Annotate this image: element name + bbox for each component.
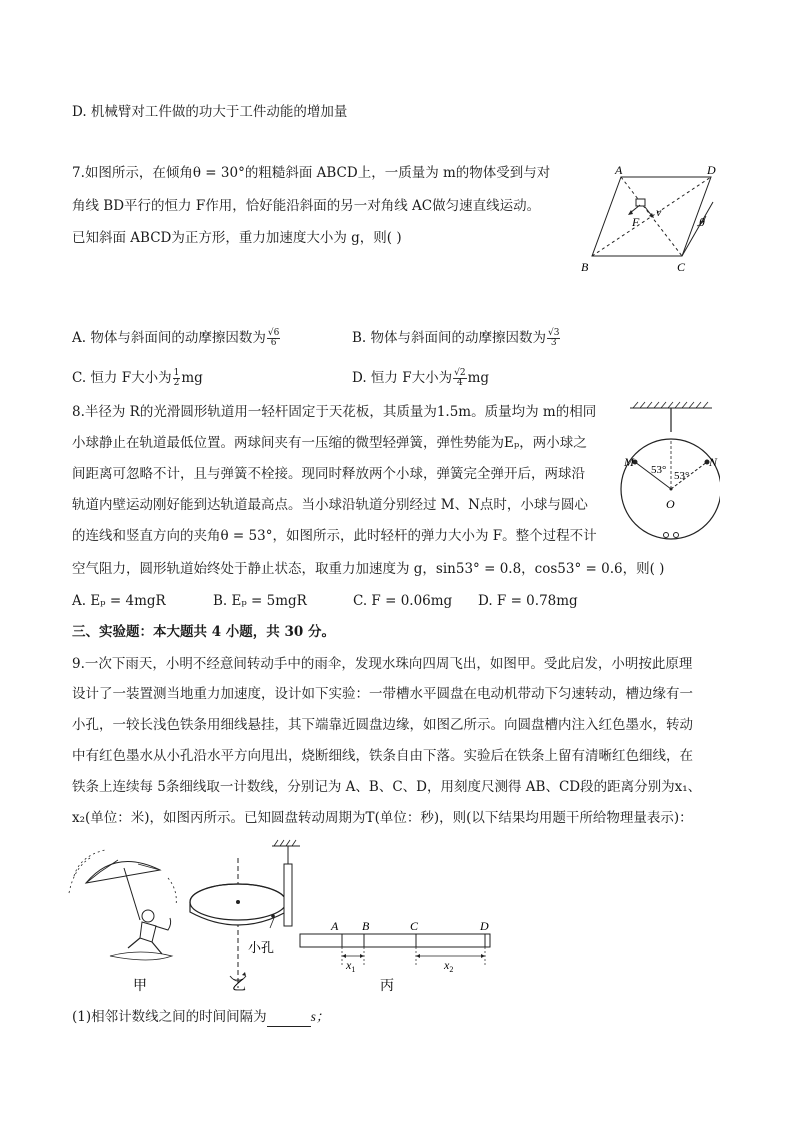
q7-stem-line3: 已知斜面 ABCD为正方形，重力加速度大小为 g，则( ) <box>72 230 402 246</box>
q8-ring-figure <box>620 400 720 550</box>
q9-stem-line2: 设计了一装置测当地重力加速度，设计如下实验：一带槽水平圆盘在电动机带动下匀速转动，槽边缘有一 <box>72 686 693 702</box>
label-d: D <box>707 163 716 177</box>
small-hole <box>271 914 275 918</box>
hole-label: 小孔 <box>248 940 275 955</box>
label-o: O <box>666 497 675 511</box>
umbrella-boy-illustration <box>69 850 176 960</box>
q9-experiment-figure <box>60 838 510 998</box>
answer-blank[interactable] <box>267 1014 311 1027</box>
q7-option-c: C. 恒力 F大小为 $\frac{1}{2}$ mg <box>72 368 203 388</box>
label-m: M <box>624 455 634 469</box>
q7-stem-line2: 角线 BD平行的恒力 F作用，恰好能沿斜面的另一对角线 AC做匀速直线运动。 <box>72 198 541 214</box>
section-heading: 三、实验题：本大题共 4 小题，共 30 分。 <box>72 624 335 640</box>
label-c: C <box>677 260 686 274</box>
q8-stem-line5: 的连线和竖直方向的夹角θ = 53°，如图所示，此时轻杆的弹力大小为 F。整个过程不计 <box>72 528 597 544</box>
q8-stem-line4: 轨道内壁运动刚好能到达轨道最高点。当小球沿轨道分别经过 M、N点时，小球与圆心 <box>72 497 588 513</box>
q8-option-c: C. F = 0.06mg <box>353 593 453 609</box>
label-x2: $x_2$ <box>444 958 454 974</box>
angle-left-label: 53° <box>651 464 667 476</box>
label-x1: $x_1$ <box>346 958 356 974</box>
ball-left <box>664 533 669 538</box>
caption-jia: 甲 <box>133 979 147 994</box>
q8-option-b: B. Eₚ = 5mgR <box>213 593 307 609</box>
ball-right <box>674 533 679 538</box>
rotating-disc-illustration <box>190 840 300 988</box>
q8-stem-line3: 间距离可忽略不计，且与弹簧不栓接。现同时释放两个小球，弹簧完全弹开后，两球沿 <box>72 466 585 482</box>
iron-strip <box>284 864 292 926</box>
label-b: B <box>581 260 589 274</box>
label-c: C <box>410 919 419 933</box>
q7-stem-line1: 7.如图所示，在倾角θ = 30°的粗糙斜面 ABCD上，一质量为 m的物体受到与对 <box>72 165 551 181</box>
label-f: F <box>632 215 640 229</box>
caption-yi: 乙 <box>232 979 246 994</box>
q8-option-a: A. Eₚ = 4mgR <box>72 593 166 609</box>
q7-option-d: D. 恒力 F大小为 $\frac{√2}{4}$ mg <box>352 368 490 388</box>
q8-stem-line1: 8.半径为 R的光滑圆形轨道用一轻杆固定于天花板，其质量为1.5m。质量均为 m的相同 <box>72 404 597 420</box>
q7-incline-figure <box>570 158 730 278</box>
slope-edge <box>682 202 713 256</box>
q9-stem-line5: 铁条上连续每 5条细线取一计数线，分别记为 A、B、C、D，用刻度尺测得 AB、CD段的距离分别为x₁、 <box>72 779 702 795</box>
counting-strip-illustration <box>300 919 490 974</box>
label-theta: θ <box>699 215 705 229</box>
block <box>636 199 645 206</box>
q9-stem-line3: 小孔，一较长浅色铁条用细线悬挂，其下端靠近圆盘边缘，如图乙所示。向圆盘槽内注入红色墨水，转动 <box>72 717 693 733</box>
label-n: N <box>709 455 718 469</box>
q9-subquestion-1: (1)相邻计数线之间的时间间隔为 s； <box>72 1009 330 1025</box>
label-d: D <box>480 919 489 933</box>
strip-rectangle <box>300 934 490 947</box>
q8-stem-line6: 空气阻力，圆形轨道始终处于静止状态，取重力加速度为 g，sin53° = 0.8，cos53° = 0.6，则( ) <box>72 561 665 577</box>
label-b: B <box>362 919 370 933</box>
angle-right-label: 53° <box>674 470 690 482</box>
q7-option-b: B. 物体与斜面间的动摩擦因数为 $\frac{√3}{3}$ <box>352 328 560 348</box>
q6-option-d: D. 机械臂对工件做的功大于工件动能的增加量 <box>72 104 348 120</box>
q8-stem-line2: 小球静止在轨道最低位置。两球间夹有一压缩的微型轻弹簧，弹性势能为Eₚ，两小球之 <box>72 435 587 451</box>
q9-stem-line4: 中有红色墨水从小孔沿水平方向甩出，烧断细线，铁条自由下落。实验后在铁条上留有清晰红色细线，在 <box>72 748 693 764</box>
q9-stem-line6: x₂(单位：米)，如图丙所示。已知圆盘转动周期为T(单位：秒)，则(以下结果均用题干所给物理量表示)： <box>72 810 693 826</box>
label-a: A <box>331 919 339 933</box>
label-a: A <box>615 163 623 177</box>
caption-bing: 丙 <box>380 979 394 994</box>
q9-stem-line1: 9.一次下雨天，小明不经意间转动手中的雨伞，发现水珠向四周飞出，如图甲。受此启发，小明按此原理 <box>72 656 693 672</box>
q7-option-a: A. 物体与斜面间的动摩擦因数为 $\frac{√6}{6}$ <box>72 328 280 348</box>
q8-option-d: D. F = 0.78mg <box>478 593 578 609</box>
label-v: v <box>656 205 662 219</box>
